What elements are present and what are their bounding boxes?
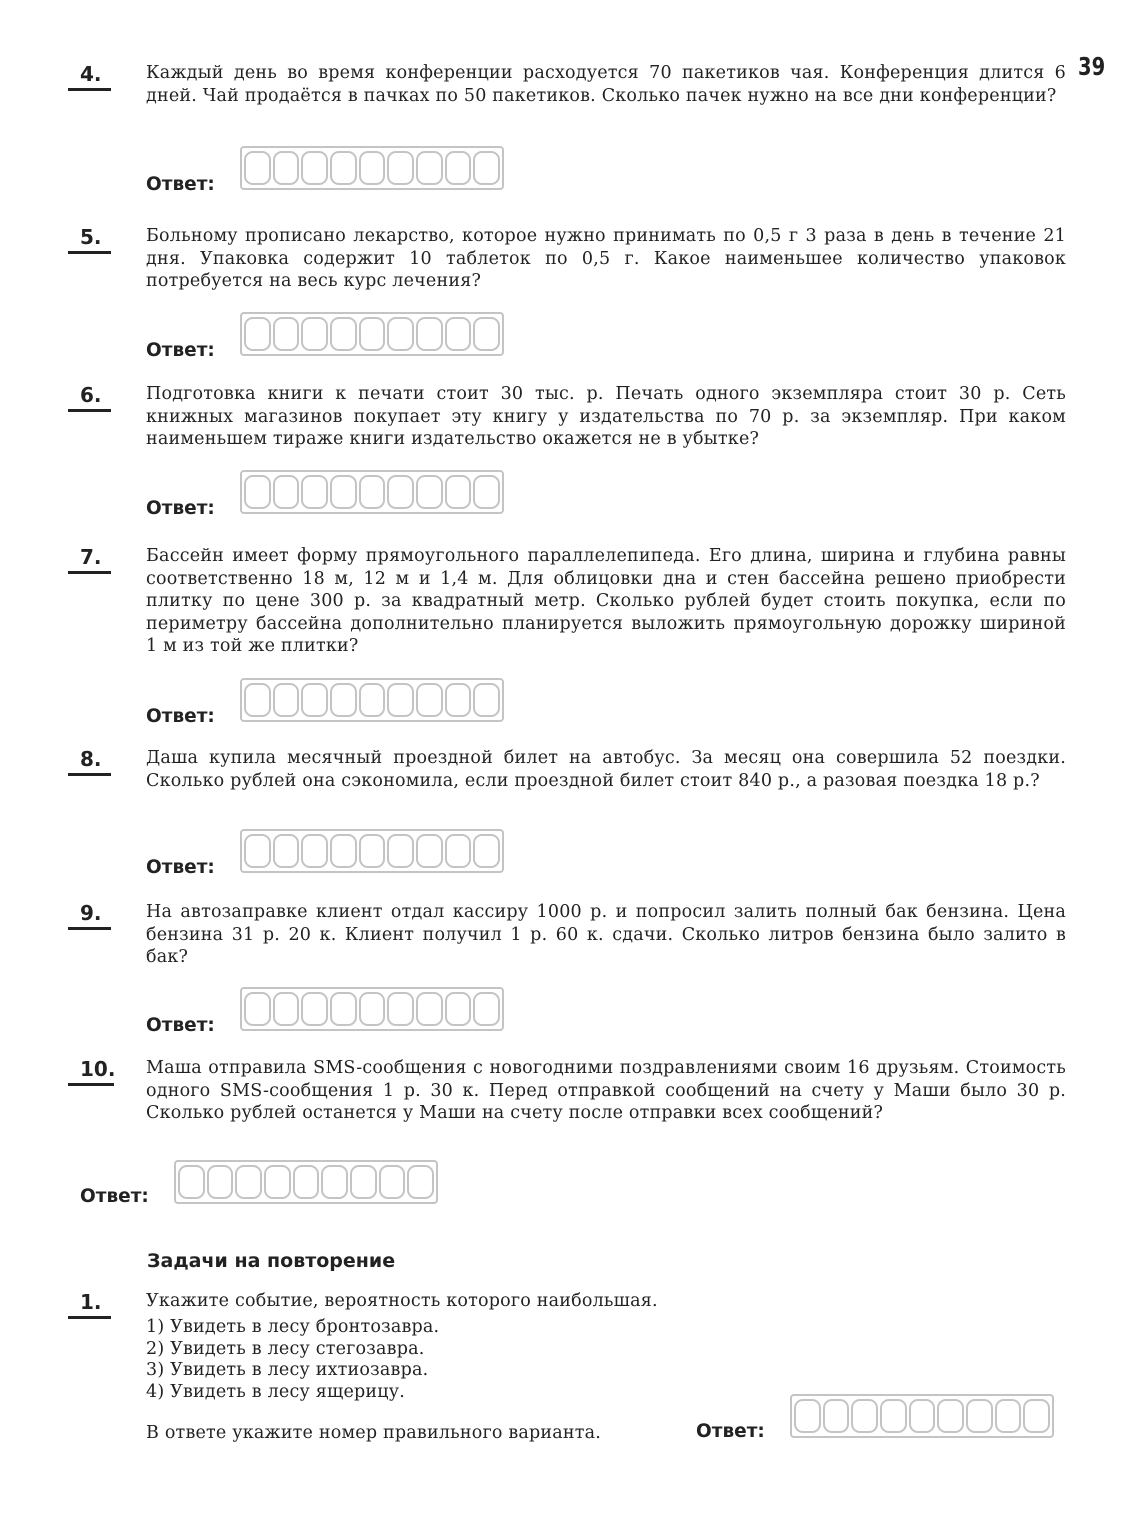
answer-cell bbox=[387, 992, 414, 1026]
task-number-underline bbox=[68, 1316, 111, 1319]
task-text: На автозаправке клиент отдал кассиру 1000 р. и попросил залить полный бак бензина. Цена бензина 31 р. 20 к. Клиент получил 1 р. 60 к. сдачи. Сколько литров бензина было залито в бак? bbox=[146, 902, 1066, 967]
task-text: Бассейн имеет форму прямоугольного параллелепипеда. Его длина, ширина и глубина равны соответственно 18 м, 12 м и 1,4 м. Для облицовки дна и стен бассейна решено приобрести плитку по цене 300 р. за квадратный метр. Сколько рублей будет стоить покупка, если по периметру бассейна дополнительно планируется выложить прямоугольную дорожку шириной 1 м из той же плитки? bbox=[146, 546, 1066, 656]
answer-cell bbox=[379, 1165, 406, 1199]
answer-cell bbox=[909, 1399, 936, 1433]
answer-cell bbox=[330, 475, 357, 509]
instruction-text: В ответе укажите номер правильного варианта. bbox=[146, 1423, 602, 1443]
answer-cell bbox=[244, 317, 271, 351]
answer-cell bbox=[273, 992, 300, 1026]
option-item: 3) Увидеть в лесу ихтиозавра. bbox=[146, 1360, 429, 1380]
answer-cell bbox=[416, 475, 443, 509]
answer-cell bbox=[445, 683, 472, 717]
answer-cell bbox=[235, 1165, 262, 1199]
answer-cell bbox=[445, 151, 472, 185]
task-number-underline bbox=[68, 927, 111, 930]
task-number: 5. bbox=[80, 225, 102, 249]
answer-cell bbox=[416, 683, 443, 717]
answer-cell bbox=[794, 1399, 821, 1433]
answer-cell bbox=[293, 1165, 320, 1199]
answer-cell bbox=[473, 317, 500, 351]
task-text: Маша отправила SMS-сообщения с новогодними поздравлениями своим 16 друзьям. Стоимость одного SMS-сообщения 1 р. 30 к. Перед отправкой сообщений на счету у Маши было 30 р. Сколько рублей останется у Маши на счету после отправки всех сообщений? bbox=[146, 1058, 1066, 1123]
answer-cell bbox=[473, 992, 500, 1026]
answer-input[interactable] bbox=[174, 1160, 438, 1204]
task-text: Даша купила месячный проездной билет на автобус. За месяц она совершила 52 поездки. Сколько рублей она сэкономила, если проездной билет стоит 840 р., а разовая поездка 18 р.? bbox=[146, 748, 1066, 791]
task-number-underline bbox=[68, 1083, 114, 1086]
answer-cell bbox=[359, 317, 386, 351]
task-number-underline bbox=[68, 251, 111, 254]
answer-cell bbox=[301, 992, 328, 1026]
task-number: 8. bbox=[80, 747, 102, 771]
answer-cell bbox=[330, 151, 357, 185]
answer-cell bbox=[407, 1165, 434, 1199]
task-question: Укажите событие, вероятность которого наибольшая. bbox=[146, 1291, 658, 1311]
task-number: 1. bbox=[80, 1290, 102, 1314]
answer-label: Ответ: bbox=[696, 1421, 765, 1442]
answer-cell bbox=[445, 992, 472, 1026]
answer-cell bbox=[244, 151, 271, 185]
answer-input[interactable] bbox=[240, 987, 504, 1031]
answer-cell bbox=[823, 1399, 850, 1433]
answer-input[interactable] bbox=[240, 470, 504, 514]
answer-cell bbox=[359, 834, 386, 868]
options-list bbox=[146, 1317, 1066, 1403]
page-number: 39 bbox=[1078, 52, 1106, 81]
answer-input[interactable] bbox=[790, 1394, 1054, 1438]
answer-cell bbox=[321, 1165, 348, 1199]
task-number: 4. bbox=[80, 62, 102, 86]
answer-cell bbox=[301, 317, 328, 351]
section-title: Задачи на повторение bbox=[147, 1250, 396, 1272]
answer-input[interactable] bbox=[240, 678, 504, 722]
answer-cell bbox=[330, 683, 357, 717]
task-number-underline bbox=[68, 571, 111, 574]
answer-cell bbox=[416, 992, 443, 1026]
answer-cell bbox=[387, 834, 414, 868]
task-number: 6. bbox=[80, 383, 102, 407]
answer-cell bbox=[273, 834, 300, 868]
answer-label: Ответ: bbox=[146, 1015, 215, 1036]
option-item: 1) Увидеть в лесу бронтозавра. bbox=[146, 1317, 440, 1337]
answer-cell bbox=[273, 683, 300, 717]
answer-cell bbox=[473, 475, 500, 509]
answer-cell bbox=[244, 992, 271, 1026]
answer-cell bbox=[178, 1165, 205, 1199]
answer-cell bbox=[273, 317, 300, 351]
answer-cell bbox=[330, 992, 357, 1026]
answer-cell bbox=[244, 475, 271, 509]
answer-cell bbox=[301, 475, 328, 509]
answer-cell bbox=[359, 475, 386, 509]
answer-cell bbox=[473, 151, 500, 185]
answer-label: Ответ: bbox=[146, 340, 215, 361]
answer-cell bbox=[330, 317, 357, 351]
answer-cell bbox=[387, 475, 414, 509]
answer-cell bbox=[350, 1165, 377, 1199]
answer-input[interactable] bbox=[240, 146, 504, 190]
answer-cell bbox=[473, 683, 500, 717]
answer-cell bbox=[244, 683, 271, 717]
answer-cell bbox=[301, 834, 328, 868]
option-item: 4) Увидеть в лесу ящерицу. bbox=[146, 1381, 405, 1402]
answer-cell bbox=[995, 1399, 1022, 1433]
answer-cell bbox=[416, 317, 443, 351]
task-number: 7. bbox=[80, 545, 102, 569]
answer-cell bbox=[937, 1399, 964, 1433]
answer-input[interactable] bbox=[240, 829, 504, 873]
answer-cell bbox=[880, 1399, 907, 1433]
option-item: 2) Увидеть в лесу стегозавра. bbox=[146, 1338, 425, 1359]
answer-cell bbox=[330, 834, 357, 868]
answer-cell bbox=[301, 151, 328, 185]
answer-cell bbox=[1023, 1399, 1050, 1433]
answer-cell bbox=[851, 1399, 878, 1433]
answer-label: Ответ: bbox=[80, 1186, 149, 1207]
task-number-underline bbox=[68, 88, 111, 91]
task-number-underline bbox=[68, 773, 111, 776]
answer-cell bbox=[264, 1165, 291, 1199]
task-number: 10. bbox=[80, 1057, 116, 1081]
answer-cell bbox=[244, 834, 271, 868]
answer-cell bbox=[387, 151, 414, 185]
answer-cell bbox=[473, 834, 500, 868]
answer-cell bbox=[359, 683, 386, 717]
answer-cell bbox=[301, 683, 328, 717]
answer-cell bbox=[387, 317, 414, 351]
task-number: 9. bbox=[80, 901, 102, 925]
answer-cell bbox=[966, 1399, 993, 1433]
answer-cell bbox=[207, 1165, 234, 1199]
answer-cell bbox=[445, 475, 472, 509]
answer-label: Ответ: bbox=[146, 857, 215, 878]
task-text: Подготовка книги к печати стоит 30 тыс. р. Печать одного экземпляра стоит 30 р. Сеть книжных магазинов покупает эту книгу у издательства по 70 р. за экземпляр. При каком наименьшем тираже книги издательство окажется не в убытке? bbox=[146, 384, 1066, 449]
answer-cell bbox=[416, 151, 443, 185]
task-number-underline bbox=[68, 409, 111, 412]
answer-cell bbox=[273, 475, 300, 509]
task-text: Больному прописано лекарство, которое нужно принимать по 0,5 г 3 раза в день в течение 21 дня. Упаковка содержит 10 таблеток по 0,5 г. Какое наименьшее количество упаковок потребуется на весь курс лечения? bbox=[146, 226, 1066, 291]
answer-cell bbox=[273, 151, 300, 185]
answer-cell bbox=[359, 151, 386, 185]
answer-label: Ответ: bbox=[146, 706, 215, 727]
answer-cell bbox=[359, 992, 386, 1026]
answer-label: Ответ: bbox=[146, 498, 215, 519]
answer-label: Ответ: bbox=[146, 174, 215, 195]
answer-cell bbox=[445, 317, 472, 351]
answer-cell bbox=[416, 834, 443, 868]
answer-cell bbox=[387, 683, 414, 717]
task-text: Каждый день во время конференции расходуется 70 пакетиков чая. Конференция длится 6 дней. Чай продаётся в пачках по 50 пакетиков. Сколько пачек нужно на все дни конференции? bbox=[146, 63, 1066, 106]
answer-input[interactable] bbox=[240, 312, 504, 356]
answer-cell bbox=[445, 834, 472, 868]
